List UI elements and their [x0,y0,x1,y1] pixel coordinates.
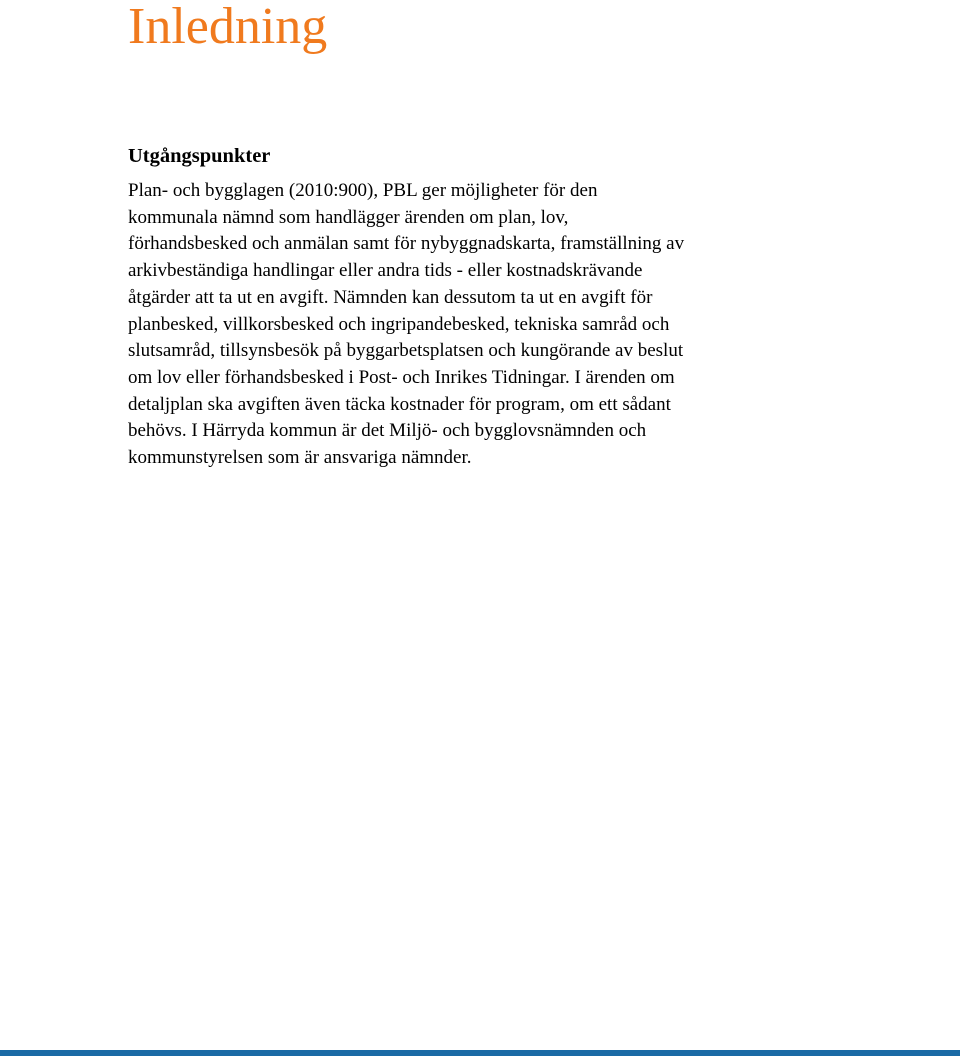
paragraph-line: behövs. I Härryda kommun är det Miljö- och bygglovsnämnden och [128,420,647,442]
page-title: Inledning [128,0,328,55]
paragraph-line: arkivbeständiga handlingar eller andra tids - eller kostnadskrävande [128,260,643,282]
paragraph-line: detaljplan ska avgiften även täcka kostnader för program, om ett sådant [128,393,671,415]
paragraph-line: slutsamråd, tillsynsbesök på byggarbetsplatsen och kungörande av beslut [128,340,684,362]
paragraph-line: kommunala nämnd som handlägger ärenden om plan, lov, [128,206,569,228]
body-paragraph [128,178,928,472]
paragraph-line: kommunstyrelsen som är ansvariga nämnder. [128,447,472,469]
footer-divider [0,1050,960,1056]
paragraph-line: förhandsbesked och anmälan samt för nybyggnadskarta, framställning av [128,233,685,255]
paragraph-line: planbesked, villkorsbesked och ingripandebesked, tekniska samråd och [128,313,670,335]
paragraph-line: om lov eller förhandsbesked i Post- och Inrikes Tidningar. I ärenden om [128,366,675,388]
paragraph-line: Plan- och bygglagen (2010:900), PBL ger möjligheter för den [128,180,598,201]
paragraph-line: åtgärder att ta ut en avgift. Nämnden kan dessutom ta ut en avgift för [128,286,653,308]
section-heading: Utgångspunkter [128,145,271,167]
